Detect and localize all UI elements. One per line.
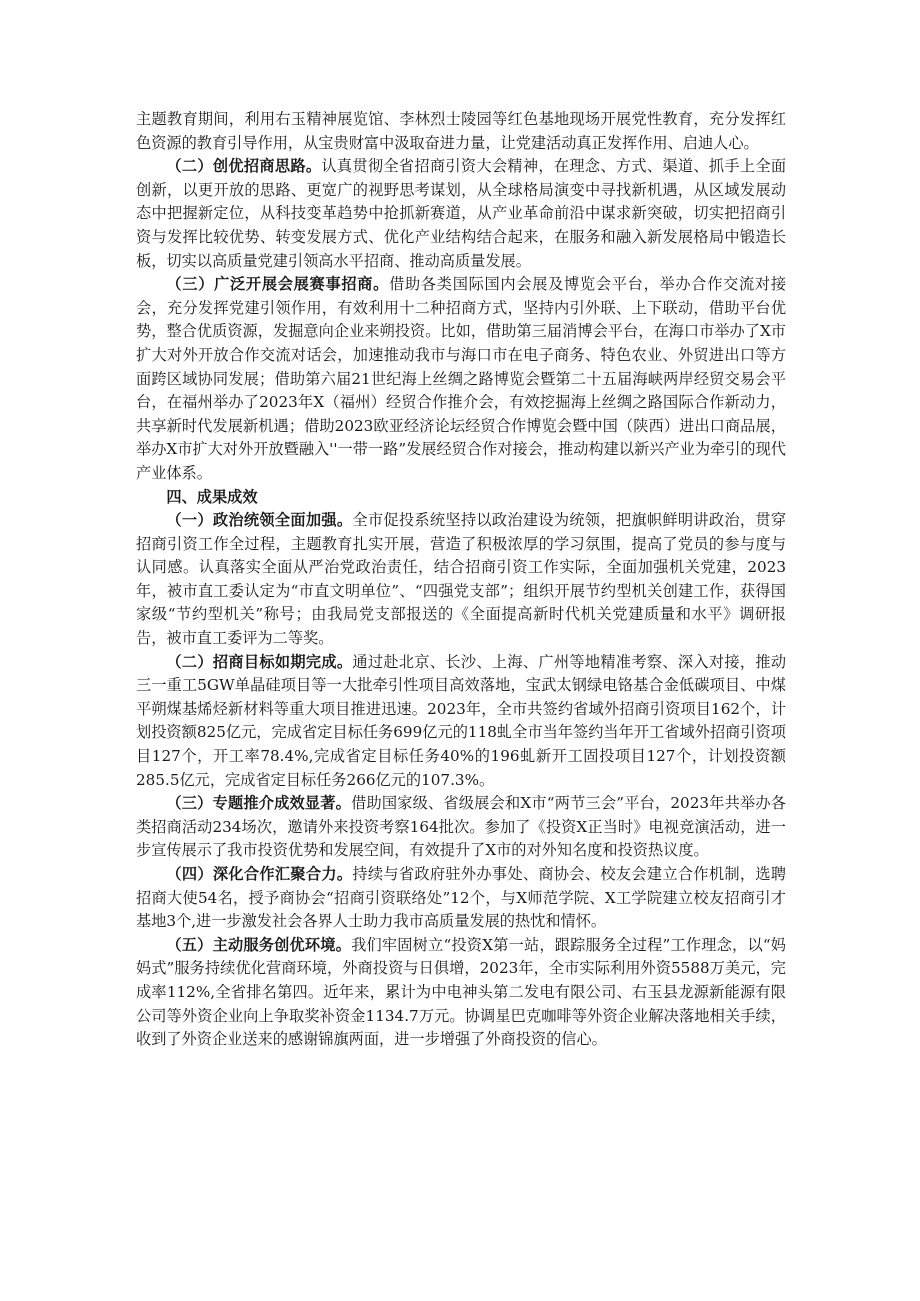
paragraph-political-leadership bbox=[136, 509, 786, 651]
body-investment-goals: 通过赴北京、长沙、上海、广州等地精准考察、深入对接，推动三一重工5GW单晶硅项目等一大批牵引性项目高效落地，宝武太钢绿电铬基合金低碳项目、中煤平朔煤基烯烃新材料等重大项目推进迅速。2023年，全市共签约省域外招商引资项目162个，计划投资额825亿元，完成省定目标任务699亿元的118虬全市当年签约当年开工省域外招商引资项目127个，开工率78.4%,完成省定目标任务40%的196虬新开工固投项目127个，计划投资额285.5亿元，完成省定目标任务266亿元的107.3%。 bbox=[136, 652, 787, 789]
heading-investment-thinking: （二）创优招商思路。 bbox=[166, 157, 322, 176]
heading-political-leadership: （一）政治统领全面加强。 bbox=[166, 511, 353, 530]
body-promotion: 借助国家级、省级展会和X市“两节三会”平台，2023年共举办各类招商活动234场次，邀请外来投资考察164批次。参加了《投资X正当时》电视竞演活动，进一步宣传展示了我市投资优势和发展空间，有效提升了X市的对外知名度和投资热议度。 bbox=[136, 794, 786, 860]
paragraph-service-environment bbox=[136, 934, 786, 1052]
paragraph-intro: 主题教育期间，利用右玉精神展览馆、李林烈士陵园等红色基地现场开展党性教育，充分发挥红色资源的教育引导作用，从宝贵财富中汲取奋进力量，让党建活动真正发挥作用、启迪人心。 bbox=[136, 110, 786, 152]
paragraph-exhibition-investment bbox=[136, 273, 786, 485]
body-cooperation: 持续与省政府驻外办事处、商协会、校友会建立合作机制，选聘招商大使54名，授予商协会“招商引资联络处”12个，与X师范学院、X工学院建立校友招商引才基地3个,进一步激发社会各界人士助力我市高质量发展的热忱和情怀。 bbox=[136, 865, 787, 931]
paragraph-investment-goals bbox=[136, 651, 786, 793]
heading-promotion: （三）专题推介成效显著。 bbox=[166, 794, 352, 813]
document-page bbox=[136, 108, 786, 1052]
heading-investment-goals: （二）招商目标如期完成。 bbox=[166, 652, 353, 671]
paragraph-cooperation bbox=[136, 863, 786, 934]
paragraph-promotion bbox=[136, 792, 786, 863]
body-investment-thinking: 认真贯彻全省招商引资大会精神，在理念、方式、渠道、抓手上全面创新，以更开放的思路、更宽广的视野思考谋划，从全球格局演变中寻找新机遇，从区域发展动态中把握新定位，从科技变革趋势中抢抓新赛道，从产业革命前沿中谋求新突破，切实把招商引资与发挥比较优势、转变发展方式、优化产业结构结合起来，在服务和融入新发展格局中锻造长板，切实以高质量党建引领高水平招商、推动高质量发展。 bbox=[136, 157, 787, 270]
paragraph-investment-thinking bbox=[136, 155, 786, 273]
body-service-environment: 我们牢固树立“投资X第一站，跟踪服务全过程”工作理念，以“妈妈式”服务持续优化营商环境，外商投资与日俱增，2023年，全市实际利用外资5588万美元，完成率112%,全省排名第四。近年来，累计为中电神头第二发电有限公司、右玉县龙源新能源有限公司等外资企业向上争取奖补资金1134.7万元。协调星巴克咖啡等外资企业解决落地相关手续，收到了外资企业送来的感谢锦旗两面，进一步增强了外商投资的信心。 bbox=[136, 935, 786, 1049]
section-heading-results: 四、成果成效 bbox=[166, 487, 258, 506]
heading-exhibition-investment: （三）广泛开展会展赛事招商。 bbox=[166, 275, 390, 294]
body-exhibition-investment: 借助各类国际国内会展及博览会平台，举办合作交流对接会，充分发挥党建引领作用，有效利用十二种招商方式，坚持内引外联、上下联动，借助平台优势，整合优质资源，发掘意向企业来朔投资。比如，借助第三届消博会平台，在海口市举办了X市扩大对外开放合作交流对话会，加速推动我市与海口市在电子商务、特色农业、外贸进出口等方面跨区域协同发展；借助第六届21世纪海上丝绸之路博览会暨第二十五届海峡两岸经贸交易会平台，在福州举办了2023年X（福州）经贸合作推介会，有效挖掘海上丝绸之路国际合作新动力，共享新时代发展新机遇；借助2023欧亚经济论坛经贸合作博览会暨中国（陕西）进出口商品展，举办X市扩大对外开放暨融入''一带一路”发展经贸合作对接会，推动构建以新兴产业为牵引的现代产业体系。 bbox=[136, 275, 787, 482]
heading-service-environment: （五）主动服务创优环境。 bbox=[166, 935, 352, 954]
heading-cooperation: （四）深化合作汇聚合力。 bbox=[166, 865, 353, 883]
body-political-leadership: 全市促投系统坚持以政治建设为统领，把旗帜鲜明讲政治，贯穿招商引资工作全过程，主题教育扎实开展，营造了积极浓厚的学习氛围，提高了党员的参与度与认同感。认真落实全面从严治党政治责任，结合招商引资工作实际，全面加强机关党建，2023年，被市直工委认定为“市直文明单位”、“四强党支部”；组织开展节约型机关创建工作，获得国家级“节约型机关”称号；由我局党支部报送的《全面提高新时代机关党建质量和水平》调研报告，被市直工委评为二等奖。 bbox=[136, 511, 787, 648]
